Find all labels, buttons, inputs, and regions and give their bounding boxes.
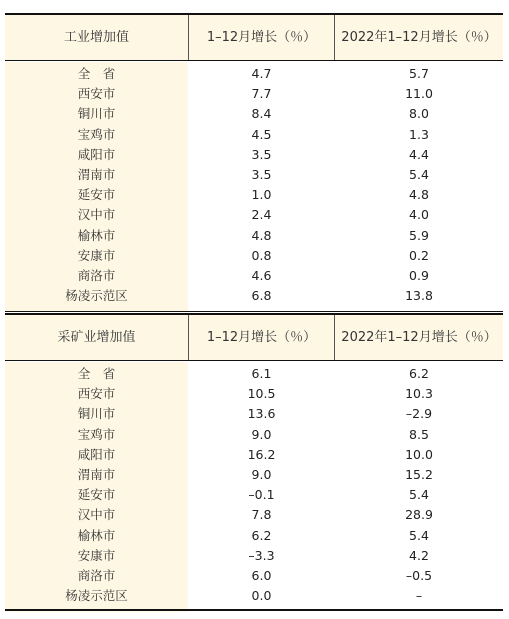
header-growth: 1–12月增长（％）: [206, 30, 317, 45]
region-name: 咸阳市: [77, 446, 116, 462]
growth-2022-value: 28.9: [405, 507, 433, 523]
header-rule: [5, 60, 503, 61]
region-name: 全 省: [77, 66, 116, 81]
growth-2022-value: 5.4: [409, 167, 429, 182]
header-rule: [5, 360, 503, 361]
region-name: 西安市: [77, 86, 116, 102]
region-name: 西安市: [77, 386, 116, 402]
region-name: 延安市: [77, 487, 116, 503]
column-divider: [334, 15, 335, 60]
growth-value: 6.0: [251, 568, 272, 583]
column-divider: [334, 315, 335, 360]
region-name: 商洛市: [77, 568, 116, 583]
region-name: 安康市: [77, 547, 116, 563]
table-row: [5, 364, 503, 384]
growth-2022-value: 0.9: [409, 268, 429, 283]
growth-value: 4.7: [251, 66, 272, 81]
growth-2022-value: 5.4: [409, 527, 429, 543]
growth-2022-value: 1.3: [409, 126, 429, 142]
region-name: 铜川市: [77, 106, 116, 122]
region-name: 全 省: [77, 366, 116, 381]
growth-value: 0.0: [251, 588, 272, 604]
region-name: 渭南市: [77, 167, 116, 182]
growth-value: 9.0: [251, 426, 272, 442]
region-name: 宝鸡市: [77, 426, 116, 442]
header-growth: 1–12月增长（％）: [206, 330, 317, 345]
header-growth-2022: 2022年1–12月增长（％）: [341, 330, 497, 345]
growth-2022-value: 4.2: [409, 547, 429, 563]
growth-value: 4.6: [251, 268, 272, 283]
growth-2022-value: 5.4: [409, 487, 429, 503]
table-row: [5, 266, 503, 286]
header-indicator: 工业增加值: [63, 30, 129, 45]
region-name: 延安市: [77, 187, 116, 203]
table-row: [5, 546, 503, 566]
region-name: 铜川市: [77, 406, 116, 422]
table-row: [5, 104, 503, 124]
region-name: 汉中市: [77, 507, 116, 523]
growth-value: 9.0: [251, 467, 272, 482]
bottom-rule: [5, 311, 503, 312]
growth-2022-value: –: [415, 588, 423, 604]
growth-value: 7.8: [251, 507, 272, 523]
growth-value: 3.5: [251, 167, 272, 182]
table-row: [5, 586, 503, 606]
growth-value: 13.6: [247, 406, 276, 422]
growth-value: 1.0: [251, 187, 272, 203]
table-row: [5, 226, 503, 246]
growth-value: 6.8: [251, 288, 272, 304]
header-indicator: 采矿业增加值: [57, 330, 136, 345]
region-name: 咸阳市: [77, 146, 116, 162]
growth-value: 6.1: [251, 366, 272, 381]
growth-2022-value: –2.9: [405, 406, 433, 422]
bottom-rule: [5, 609, 503, 611]
header-growth-2022: 2022年1–12月增长（％）: [341, 30, 497, 45]
growth-value: 0.8: [251, 247, 272, 263]
table-row: [5, 566, 503, 586]
growth-value: 6.2: [251, 527, 272, 543]
growth-value: –3.3: [248, 547, 275, 563]
growth-value: 8.4: [251, 106, 272, 122]
column-divider: [188, 15, 189, 60]
table-row: [5, 465, 503, 485]
growth-2022-value: 5.7: [409, 66, 429, 81]
table-row: [5, 505, 503, 525]
table-row: [5, 425, 503, 445]
growth-2022-value: 13.8: [405, 288, 433, 304]
table-row: [5, 485, 503, 505]
region-name: 安康市: [77, 247, 116, 263]
region-name: 商洛市: [77, 268, 116, 283]
growth-2022-value: 10.0: [405, 446, 433, 462]
growth-2022-value: 11.0: [405, 86, 433, 102]
growth-value: 4.8: [251, 227, 272, 243]
region-name: 杨凌示范区: [65, 288, 128, 304]
growth-2022-value: 6.2: [409, 366, 429, 381]
table-row: [5, 384, 503, 404]
table-row: [5, 404, 503, 424]
growth-value: 4.5: [251, 126, 272, 142]
region-name: 宝鸡市: [77, 126, 116, 142]
region-name: 汉中市: [77, 207, 116, 223]
column-divider: [188, 315, 189, 360]
growth-2022-value: 5.9: [409, 227, 429, 243]
region-name: 榆林市: [77, 527, 116, 543]
growth-value: 7.7: [251, 86, 272, 102]
table-row: [5, 246, 503, 266]
growth-2022-value: 4.0: [409, 207, 429, 223]
growth-value: 3.5: [251, 146, 272, 162]
table-row: [5, 125, 503, 145]
table-header: [5, 15, 503, 60]
growth-value: 16.2: [247, 446, 276, 462]
region-name: 榆林市: [77, 227, 116, 243]
table-row: [5, 205, 503, 225]
growth-2022-value: 8.0: [409, 106, 429, 122]
region-name: 杨凌示范区: [65, 588, 128, 604]
growth-2022-value: 4.4: [409, 146, 429, 162]
growth-2022-value: 0.2: [409, 247, 429, 263]
growth-2022-value: 8.5: [409, 426, 429, 442]
growth-value: 10.5: [247, 386, 276, 402]
table-row: [5, 64, 503, 84]
table-row: [5, 84, 503, 104]
table-row: [5, 445, 503, 465]
region-name: 渭南市: [77, 467, 116, 482]
table-row: [5, 165, 503, 185]
growth-2022-value: 15.2: [405, 467, 433, 482]
growth-2022-value: 4.8: [409, 187, 429, 203]
growth-value: –0.1: [248, 487, 275, 503]
table-row: [5, 286, 503, 306]
growth-value: 2.4: [251, 207, 272, 223]
growth-2022-value: –0.5: [405, 568, 433, 583]
growth-2022-value: 10.3: [405, 386, 433, 402]
table-row: [5, 145, 503, 165]
table-header: [5, 315, 503, 360]
table-row: [5, 185, 503, 205]
table-row: [5, 526, 503, 546]
